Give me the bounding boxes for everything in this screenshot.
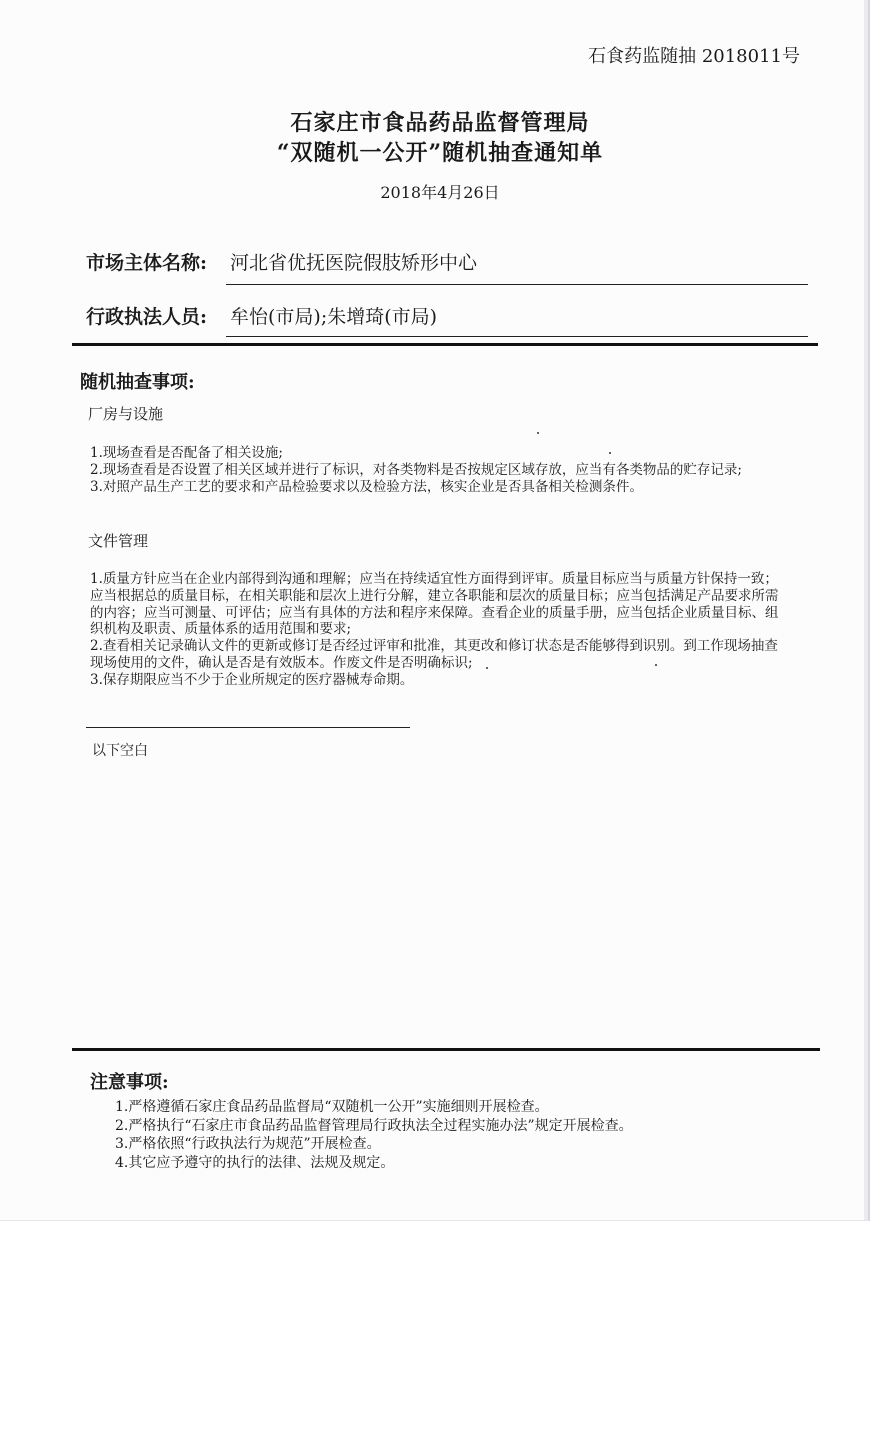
issuer-title: 石家庄市食品药品监督管理局 [290, 110, 590, 136]
issue-date: 2018年4月26日 [380, 183, 500, 202]
scan-speck [609, 452, 611, 454]
inspection-heading: 随机抽查事项: [80, 372, 195, 393]
end-line [86, 727, 410, 728]
officers-field [86, 302, 437, 329]
list-item: 1.现场查看是否配备了相关设施; [90, 445, 283, 461]
list-item: 2.现场查看是否设置了相关区域并进行了标识，对各类物料是否按规定区域存放，应当有各类物品的贮存记录; [90, 461, 742, 478]
scan-speck [655, 664, 657, 666]
blank-note: 以下空白 [92, 743, 148, 759]
document-number: 石食药监随抽 2018011号 [588, 46, 800, 67]
section-divider [72, 343, 818, 346]
list-item: 1.质量方针应当在企业内部得到沟通和理解；应当在持续适宜性方面得到评审。质量目标应当与质量方针保持一致；应当根据总的质量目标，在相关职能和层次上进行分解，建立各职能和层次的质量目标；应当包括满足产品要求所需的内容；应当可测量、可评估；应当有具体的方法和程序来保障。查看企业的质量手册，应当包括企业质量目标、组织机构及职责、质量体系的适用范围和要求; [90, 571, 779, 638]
scan-speck [486, 667, 488, 669]
notes-divider [72, 1048, 820, 1051]
section-items [90, 571, 780, 689]
notice-title: “双随机一公开”随机抽查通知单 [276, 140, 604, 166]
entity-underline [226, 284, 808, 285]
list-item: 2.查看相关记录确认文件的更新或修订是否经过评审和批准，其更改和修订状态是否能够得到识别。到工作现场抽查现场使用的文件，确认是否是有效版本。作废文件是否明确标识; [90, 638, 778, 671]
entity-value: 河北省优抚医院假肢矫形中心 [230, 252, 478, 274]
list-item: 3.对照产品生产工艺的要求和产品检验要求以及检验方法，核实企业是否具备相关检测条件。 [90, 478, 643, 495]
section-title: 厂房与设施 [88, 405, 164, 423]
officers-label: 行政执法人员: [86, 306, 208, 328]
section-title: 文件管理 [88, 532, 149, 550]
notes-heading: 注意事项: [90, 1072, 169, 1093]
list-item: 1.严格遵循石家庄食品药品监督局“双随机一公开”实施细则开展检查。 [115, 1099, 549, 1115]
scan-speck [537, 432, 539, 434]
notes-list [115, 1098, 633, 1172]
entity-label: 市场主体名称: [86, 252, 208, 274]
entity-field [86, 248, 477, 275]
officers-underline [226, 336, 808, 337]
list-item: 3.保存期限应当不少于企业所规定的医疗器械寿命期。 [90, 671, 414, 688]
list-item: 2.严格执行“石家庄市食品药品监督管理局行政执法全过程实施办法”规定开展检查。 [115, 1117, 633, 1134]
section-items [90, 445, 780, 495]
officers-value: 牟怡(市局);朱增琦(市局) [230, 306, 438, 328]
list-item: 3.严格依照“行政执法行为规范”开展检查。 [115, 1136, 381, 1152]
list-item: 4.其它应予遵守的执行的法律、法规及规定。 [115, 1154, 395, 1171]
